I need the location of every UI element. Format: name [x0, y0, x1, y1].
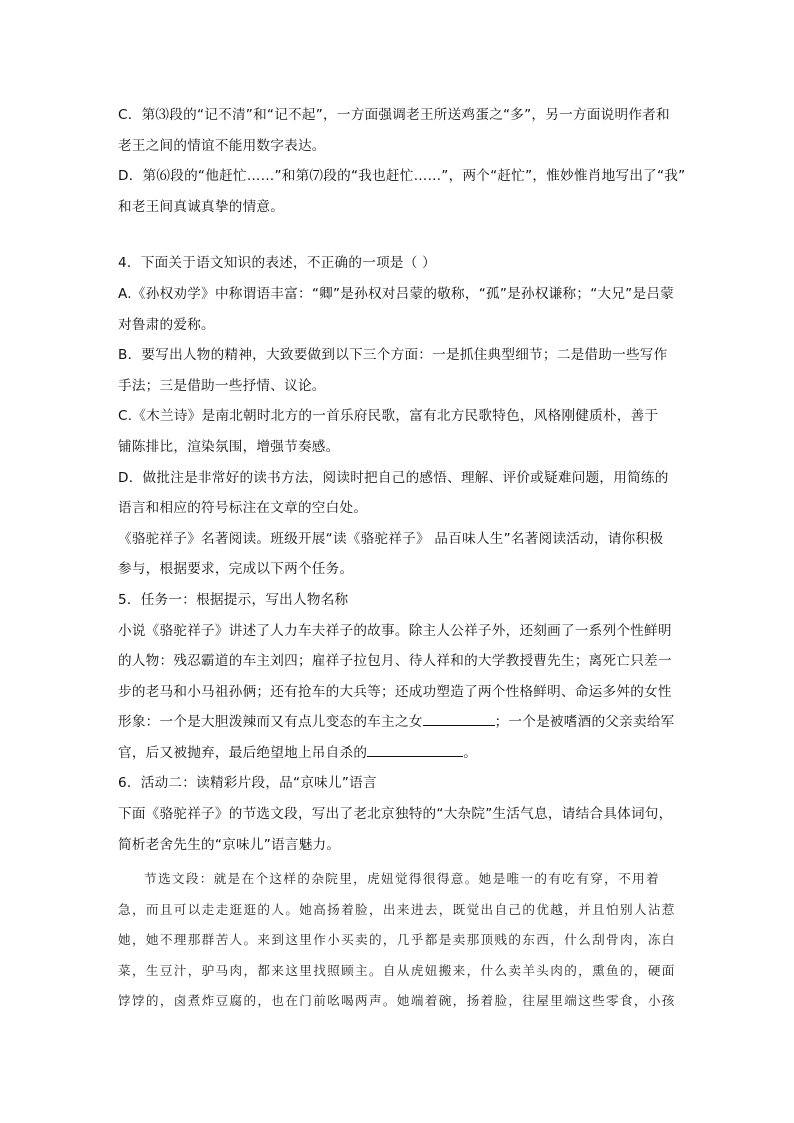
excerpt-line-2: 急，而且可以走走逛逛的人。她高扬着脸，出来进去，既觉出自己的优越，并且怕别人沾惹: [118, 901, 676, 917]
q5-text-line-4-start: 形象：一个是大胆泼辣而又有点儿变态的车主之女: [118, 714, 423, 731]
q5-text-line-3: 步的老马和小马祖孙俩；还有抢车的大兵等；还成功塑造了两个性格鲜明、命运多舛的女性: [118, 683, 672, 700]
q5-text-line-5-start: 官，后又被抛弃，最后绝望地上吊自杀的: [118, 744, 368, 761]
q4-option-a-line-2: 对鲁肃的爱称。: [118, 316, 215, 333]
q5-text-line-1: 小说《骆驼祥子》讲述了人力车夫祥子的故事。除主人公祥子外，还刻画了一系列个性鲜明: [118, 622, 672, 639]
q5-text-line-2: 的人物：残忍霸道的车主刘四；雇祥子拉包月、待人祥和的大学教授曹先生；离死亡只差一: [118, 653, 672, 670]
q6-text-line-1: 下面《骆驼祥子》的节选文段，写出了老北京独特的“大杂院”生活气息，请结合具体词句，: [118, 806, 673, 823]
q4-option-c-line-2: 铺陈排比，渲染氛围，增强节奏感。: [118, 438, 340, 455]
excerpt-line-1: 节选文段：就是在个这样的杂院里，虎妞觉得很得意。她是唯一的有吃有穿，不用着: [144, 871, 660, 887]
answer-blank-2[interactable]: [367, 743, 463, 757]
reading-intro-line-2: 参与，根据要求，完成以下两个任务。: [118, 561, 354, 578]
q4-option-b-line-1: B．要写出人物的精神，大致要做到以下三个方面：一是抓住典型细节；二是借助一些写作: [118, 347, 668, 364]
q4-stem: 4．下面关于语文知识的表述，不正确的一项是（ ）: [118, 255, 437, 272]
q4-option-b-line-2: 手法；三是借助一些抒情、议论。: [118, 377, 326, 394]
q3-option-c-line-1: C．第⑶段的“记不清”和“记不起”，一方面强调老王所送鸡蛋之“多”，另一方面说明作者和: [118, 107, 670, 123]
exam-page: [118, 100, 684, 1017]
excerpt-passage: [118, 864, 684, 1017]
q3-option-d-line-2: 和老王间真诚真挚的情意。: [118, 198, 285, 215]
q3-option-d-line-1: D．第⑹段的“他赶忙……”和第⑺段的“我也赶忙……”，两个“赶忙”，惟妙惟肖地写出了“我”: [118, 168, 686, 185]
excerpt-line-4: 菜，生豆汁，驴马肉，都来这里找照顾主。自从虎妞搬来，什么卖羊头肉的，熏鱼的，硬面: [118, 962, 676, 978]
q5-text-line-5-end: 。: [463, 744, 478, 761]
q5-text-line-4: [118, 707, 684, 738]
excerpt-line-3: 她，她不理那群苦人。来到这里作小买卖的，几乎都是卖那顶贱的东西，什么刮骨肉，冻白: [118, 932, 676, 948]
q5-text-line-5: [118, 738, 684, 769]
answer-blank-1[interactable]: [423, 712, 495, 726]
q3-option-c-line-2: 老王之间的情谊不能用数字表达。: [118, 137, 326, 154]
q4-option-a-line-1: A.《孙权劝学》中称谓语丰富：“卿”是孙权对吕蒙的敬称，“孤”是孙权谦称；“大兄”是吕蒙: [118, 285, 675, 302]
q4-option-d-line-2: 语言和相应的符号标注在文章的空白处。: [118, 500, 368, 517]
reading-intro-line-1: 《骆驼祥子》名著阅读。班级开展“读《骆驼祥子》 品百味人生”名著阅读活动，请你积极: [118, 530, 664, 547]
excerpt-line-5: 饽饽的，卤煮炸豆腐的，也在门前吆喝两声。她端着碗，扬着脸，往屋里端这些零食，小孩: [118, 993, 676, 1009]
q4-option-d-line-1: D．做批注是非常好的读书方法，阅读时把自己的感悟、理解、评价或疑难问题，用简练的: [118, 469, 669, 486]
q6-title: 6．活动二：读精彩片段，品“京味儿”语言: [118, 775, 377, 792]
q6-text-line-2: 简析老舍先生的“京味儿”语言魅力。: [118, 836, 341, 853]
section-gap: [118, 222, 684, 248]
q4-option-c-line-1: C.《木兰诗》是南北朝时北方的一首乐府民歌，富有北方民歌特色，风格刚健质朴，善于: [118, 408, 659, 425]
q5-title: 5．任务一：根据提示，写出人物名称: [118, 591, 349, 608]
q5-text-line-4-end: ；一个是被嗜酒的父亲卖给军: [494, 714, 675, 731]
